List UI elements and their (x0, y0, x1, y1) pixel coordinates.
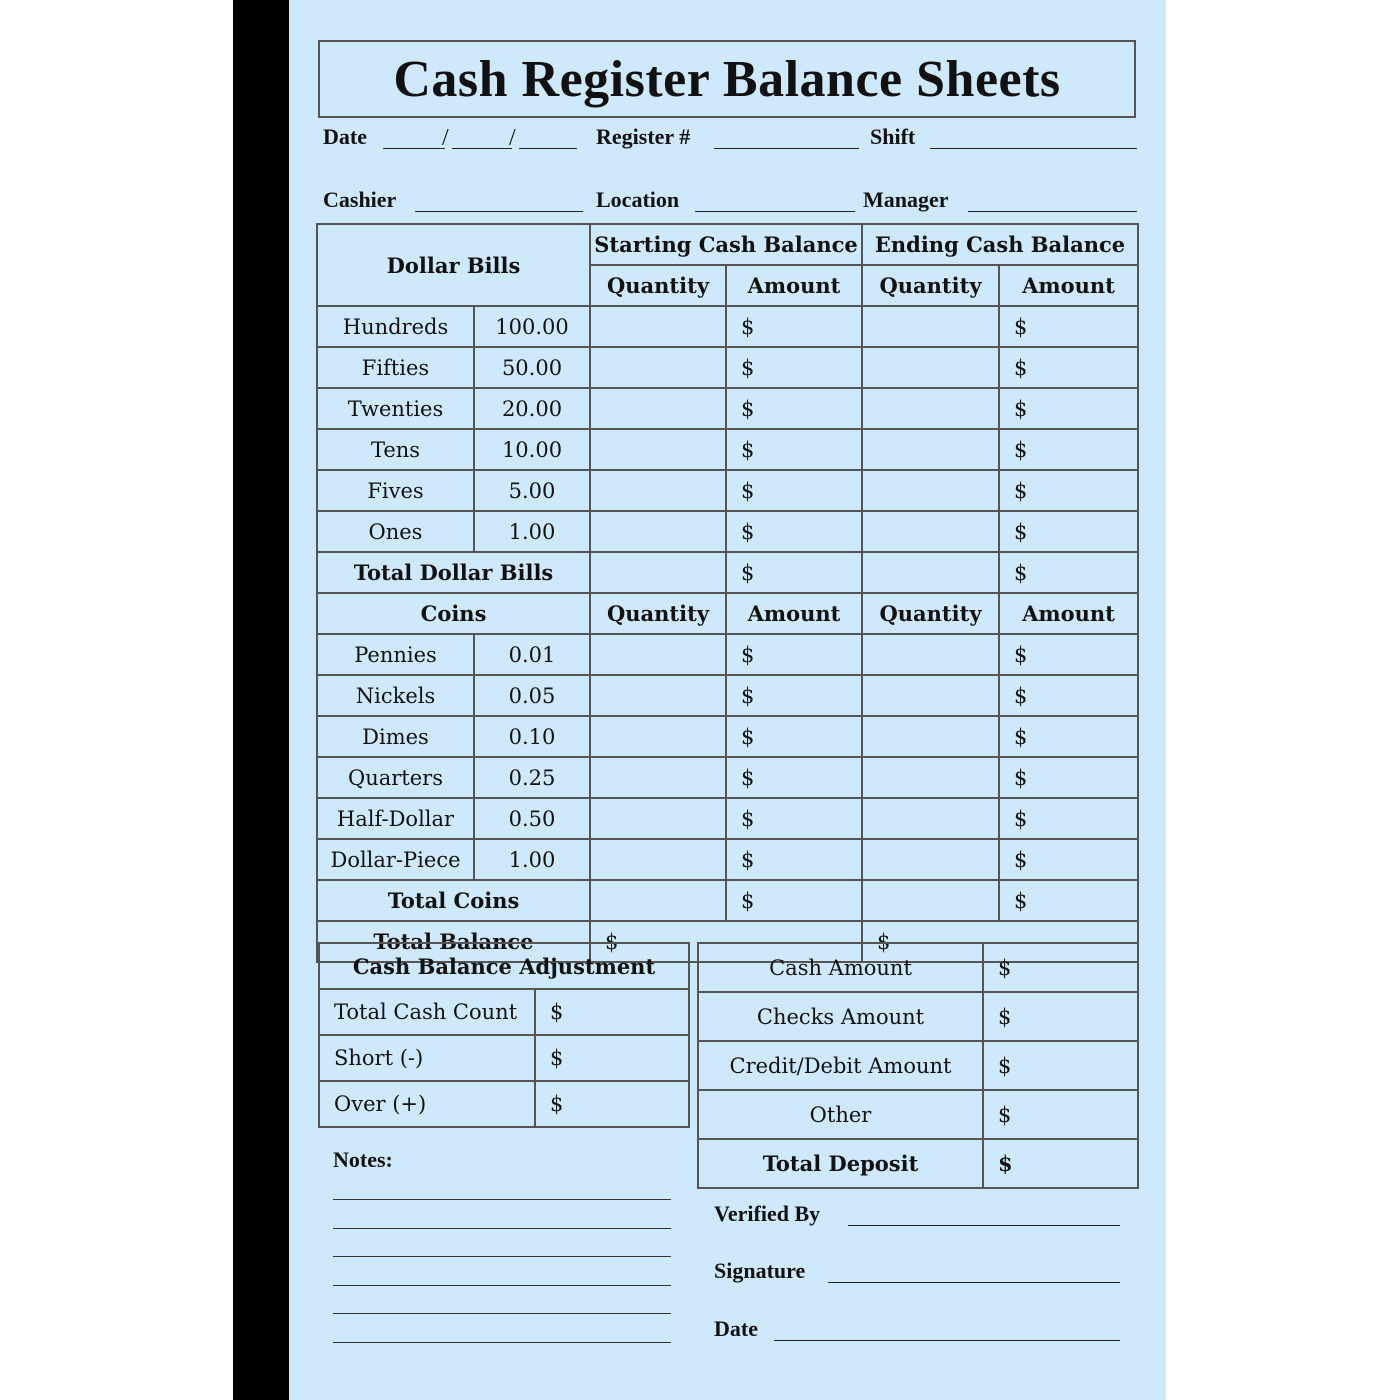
adjustment-amount-cell[interactable]: $ (535, 1081, 689, 1127)
deposit-amount-cell[interactable]: $ (983, 1090, 1138, 1139)
date-month-line[interactable] (383, 148, 445, 149)
cashier-label: Cashier (323, 187, 397, 212)
table-row (698, 1090, 1138, 1139)
deposit-amount-cell[interactable]: $ (983, 992, 1138, 1041)
deposit-table (697, 942, 1139, 1189)
denomination-value: 100.00 (474, 306, 590, 347)
table-header-row (317, 224, 1138, 265)
verified-by-line[interactable] (848, 1225, 1120, 1226)
total-bills-row (317, 552, 1138, 593)
adjustment-title: Cash Balance Adjustment (319, 943, 689, 989)
amount-header: Amount (726, 265, 862, 306)
start-quantity-cell[interactable] (590, 839, 726, 880)
end-quantity-cell[interactable] (862, 757, 999, 798)
location-label: Location (596, 187, 680, 212)
adjustment-label: Short (-) (319, 1035, 535, 1081)
start-total-balance-cell[interactable]: $ (590, 921, 862, 962)
end-amount-cell[interactable]: $ (999, 306, 1138, 347)
end-amount-cell[interactable]: $ (999, 470, 1138, 511)
end-quantity-cell[interactable] (862, 470, 999, 511)
end-quantity-cell[interactable] (862, 675, 999, 716)
table-row (319, 1081, 689, 1127)
start-amount-cell[interactable]: $ (726, 634, 862, 675)
start-amount-cell[interactable]: $ (726, 675, 862, 716)
start-quantity-cell[interactable] (590, 757, 726, 798)
manager-line[interactable] (968, 211, 1137, 212)
start-amount-cell[interactable]: $ (726, 470, 862, 511)
total-deposit-label: Total Deposit (698, 1139, 983, 1188)
start-amount-cell[interactable]: $ (726, 839, 862, 880)
notes-line[interactable] (333, 1313, 671, 1314)
amount-header: Amount (999, 593, 1138, 634)
denomination-name: Pennies (317, 634, 474, 675)
start-amount-cell[interactable]: $ (726, 798, 862, 839)
start-quantity-cell[interactable] (590, 552, 726, 593)
deposit-label: Credit/Debit Amount (698, 1041, 983, 1090)
start-quantity-cell[interactable] (590, 388, 726, 429)
denomination-value: 0.10 (474, 716, 590, 757)
adjustment-amount-cell[interactable]: $ (535, 1035, 689, 1081)
end-quantity-cell[interactable] (862, 511, 999, 552)
date-separator: / (509, 125, 516, 151)
table-row (317, 839, 1138, 880)
table-row (317, 798, 1138, 839)
total-balance-label: Total Balance (317, 921, 590, 962)
end-amount-cell[interactable]: $ (999, 880, 1138, 921)
notes-line[interactable] (333, 1199, 671, 1200)
end-amount-cell[interactable]: $ (999, 388, 1138, 429)
start-amount-cell[interactable]: $ (726, 347, 862, 388)
end-amount-cell[interactable]: $ (999, 634, 1138, 675)
notes-line[interactable] (333, 1228, 671, 1229)
deposit-label: Other (698, 1090, 983, 1139)
cash-adjustment-table (318, 942, 690, 1128)
denomination-name: Fifties (317, 347, 474, 388)
denomination-name: Ones (317, 511, 474, 552)
quantity-header: Quantity (862, 265, 999, 306)
start-amount-cell[interactable]: $ (726, 757, 862, 798)
manager-label: Manager (863, 187, 949, 212)
date-day-line[interactable] (452, 148, 512, 149)
denomination-name: Tens (317, 429, 474, 470)
end-amount-cell[interactable]: $ (999, 347, 1138, 388)
start-amount-cell[interactable]: $ (726, 552, 862, 593)
notes-line[interactable] (333, 1342, 671, 1343)
end-quantity-cell[interactable] (862, 880, 999, 921)
table-row (317, 306, 1138, 347)
date-year-line[interactable] (519, 148, 577, 149)
table-row (319, 989, 689, 1035)
start-amount-cell[interactable]: $ (726, 306, 862, 347)
end-quantity-cell[interactable] (862, 798, 999, 839)
end-quantity-cell[interactable] (862, 347, 999, 388)
end-amount-cell[interactable]: $ (999, 511, 1138, 552)
denomination-name: Twenties (317, 388, 474, 429)
denomination-name: Half-Dollar (317, 798, 474, 839)
table-row (317, 470, 1138, 511)
denomination-value: 0.50 (474, 798, 590, 839)
date-separator: / (442, 125, 449, 151)
signature-label: Signature (714, 1258, 806, 1283)
total-bills-label: Total Dollar Bills (317, 552, 590, 593)
start-quantity-cell[interactable] (590, 347, 726, 388)
start-amount-cell[interactable]: $ (726, 511, 862, 552)
quantity-header: Quantity (590, 593, 726, 634)
dollar-bills-header: Dollar Bills (317, 224, 590, 306)
denomination-value: 0.05 (474, 675, 590, 716)
shift-label: Shift (870, 124, 916, 149)
end-total-balance-cell[interactable]: $ (862, 921, 1138, 962)
coins-header: Coins (317, 593, 590, 634)
denomination-value: 10.00 (474, 429, 590, 470)
start-amount-cell[interactable]: $ (726, 880, 862, 921)
adjustment-amount-cell[interactable]: $ (535, 989, 689, 1035)
table-row (317, 634, 1138, 675)
start-quantity-cell[interactable] (590, 470, 726, 511)
deposit-amount-cell[interactable]: $ (983, 1041, 1138, 1090)
starting-balance-header: Starting Cash Balance (590, 224, 862, 265)
table-row (319, 1035, 689, 1081)
start-amount-cell[interactable]: $ (726, 388, 862, 429)
table-row (317, 716, 1138, 757)
table-row (317, 388, 1138, 429)
denomination-value: 1.00 (474, 839, 590, 880)
amount-header: Amount (999, 265, 1138, 306)
table-row (317, 429, 1138, 470)
amount-header: Amount (726, 593, 862, 634)
denomination-name: Hundreds (317, 306, 474, 347)
denomination-value: 5.00 (474, 470, 590, 511)
table-row (317, 511, 1138, 552)
signature-line[interactable] (828, 1282, 1120, 1283)
end-quantity-cell[interactable] (862, 716, 999, 757)
denomination-name: Dimes (317, 716, 474, 757)
location-line[interactable] (695, 211, 855, 212)
start-amount-cell[interactable]: $ (726, 429, 862, 470)
start-quantity-cell[interactable] (590, 716, 726, 757)
table-row (317, 675, 1138, 716)
ending-balance-header: Ending Cash Balance (862, 224, 1138, 265)
end-quantity-cell[interactable] (862, 429, 999, 470)
denomination-name: Nickels (317, 675, 474, 716)
table-row (698, 992, 1138, 1041)
cash-balance-table (316, 223, 1139, 963)
quantity-header: Quantity (862, 593, 999, 634)
denomination-name: Dollar-Piece (317, 839, 474, 880)
table-row (317, 757, 1138, 798)
table-row (698, 1041, 1138, 1090)
end-amount-cell[interactable]: $ (999, 798, 1138, 839)
end-quantity-cell[interactable] (862, 634, 999, 675)
end-amount-cell[interactable]: $ (999, 429, 1138, 470)
start-quantity-cell[interactable] (590, 429, 726, 470)
end-quantity-cell[interactable] (862, 388, 999, 429)
end-amount-cell[interactable]: $ (999, 716, 1138, 757)
register-label: Register # (596, 124, 691, 149)
notes-line[interactable] (333, 1256, 671, 1257)
start-quantity-cell[interactable] (590, 511, 726, 552)
total-coins-label: Total Coins (317, 880, 590, 921)
start-quantity-cell[interactable] (590, 675, 726, 716)
register-line[interactable] (714, 148, 859, 149)
end-amount-cell[interactable]: $ (999, 839, 1138, 880)
cashier-line[interactable] (415, 211, 583, 212)
quantity-header: Quantity (590, 265, 726, 306)
book-spine (233, 0, 289, 1400)
denomination-value: 0.01 (474, 634, 590, 675)
start-quantity-cell[interactable] (590, 306, 726, 347)
denomination-value: 0.25 (474, 757, 590, 798)
total-deposit-amount-cell[interactable]: $ (983, 1139, 1138, 1188)
notes-line[interactable] (333, 1285, 671, 1286)
table-row (698, 943, 1138, 992)
end-quantity-cell[interactable] (862, 839, 999, 880)
denomination-value: 20.00 (474, 388, 590, 429)
start-quantity-cell[interactable] (590, 880, 726, 921)
end-quantity-cell[interactable] (862, 306, 999, 347)
total-deposit-row (698, 1139, 1138, 1188)
start-quantity-cell[interactable] (590, 634, 726, 675)
start-amount-cell[interactable]: $ (726, 716, 862, 757)
adjustment-label: Total Cash Count (319, 989, 535, 1035)
start-quantity-cell[interactable] (590, 798, 726, 839)
deposit-label: Cash Amount (698, 943, 983, 992)
verified-by-label: Verified By (714, 1201, 821, 1226)
table-row (317, 347, 1138, 388)
signoff-date-label: Date (714, 1316, 758, 1341)
end-quantity-cell[interactable] (862, 552, 999, 593)
denomination-name: Quarters (317, 757, 474, 798)
total-coins-row (317, 880, 1138, 921)
signoff-date-line[interactable] (774, 1340, 1120, 1341)
denomination-value: 1.00 (474, 511, 590, 552)
deposit-label: Checks Amount (698, 992, 983, 1041)
end-amount-cell[interactable]: $ (999, 675, 1138, 716)
coins-header-row (317, 593, 1138, 634)
end-amount-cell[interactable]: $ (999, 757, 1138, 798)
shift-line[interactable] (930, 148, 1137, 149)
deposit-amount-cell[interactable]: $ (983, 943, 1138, 992)
denomination-value: 50.00 (474, 347, 590, 388)
adjustment-label: Over (+) (319, 1081, 535, 1127)
denomination-name: Fives (317, 470, 474, 511)
notes-label: Notes: (333, 1147, 393, 1172)
date-label: Date (323, 124, 367, 149)
page-title: Cash Register Balance Sheets (318, 40, 1136, 118)
end-amount-cell[interactable]: $ (999, 552, 1138, 593)
adjustment-title-row (319, 943, 689, 989)
